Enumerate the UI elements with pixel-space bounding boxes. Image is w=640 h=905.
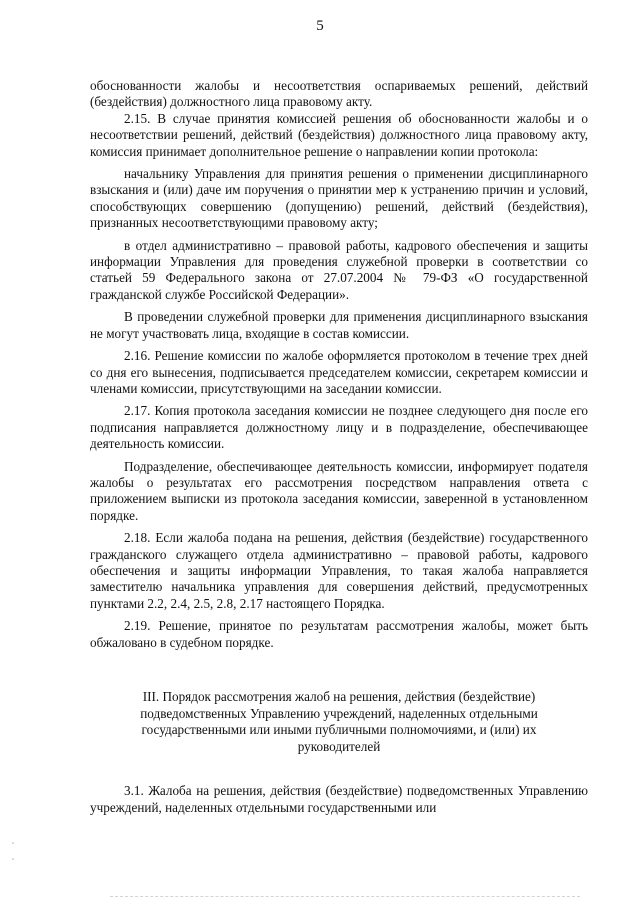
section-heading-line: государственными или иными публичными полномочиями, и (или) их — [141, 722, 537, 738]
paragraph-2-17: 2.17. Копия протокола заседания комиссии не позднее следующего дня после его подписания направляется должностному лицу и в подразделение, обеспечивающее деятельность комиссии. — [90, 403, 588, 452]
paragraph-2-16: 2.16. Решение комиссии по жалобе оформляется протоколом в течение трех дней со дня его вынесения, подписывается председателем комиссии, секретарем комиссии и членами комиссии, присутствующими на заседании комиссии. — [90, 348, 588, 396]
paragraph-2-18: 2.18. Если жалоба подана на решения, действия (бездействие) государственного гражданского служащего отдела административно – правовой работы, кадрового обеспечения и защиты информации Управления, то такая жалоба направляется заместителю начальника управления для совершения действий, предусмотренных пунктами 2.2, 2.4, 2.5, 2.8, 2.17 настоящего Порядка. — [90, 530, 588, 611]
document-body — [90, 78, 588, 816]
section-heading-line: подведомственных Управлению учреждений, наделенных отдельными — [140, 705, 538, 721]
paragraph-continuation: обоснованности жалобы и несоответствия оспариваемых решений, действий (бездействия) должностного лица правовому акту. — [90, 78, 588, 110]
section-heading-line: III. Порядок рассмотрения жалоб на решения, действия (бездействие) — [142, 689, 536, 704]
page-number: 5 — [316, 18, 324, 34]
paragraph-2-19: 2.19. Решение, принятое по результатам рассмотрения жалобы, может быть обжаловано в судебном порядке. — [90, 618, 588, 650]
section-heading-iii — [90, 689, 588, 755]
paragraph-2-15: 2.15. В случае принятия комиссией решения об обоснованности жалобы и о несоответствии решений, действий (бездействия) должностного лица правовому акту, комиссия принимает дополнительное решение о направлении копии протокола: — [90, 110, 588, 159]
paragraph-subdivision-informs: Подразделение, обеспечивающее деятельность комиссии, информирует подателя жалобы о результатах его рассмотрения посредством направления ответа с приложением выписки из протокола заседания комиссии, заверенной в установленном порядке. — [90, 458, 588, 523]
section-heading-line: руководителей — [297, 738, 381, 754]
paragraph-3-1: 3.1. Жалоба на решения, действия (бездействие) подведомственных Управлению учреждений, наделенных отдельными государственными или — [90, 783, 588, 815]
paragraph-list-item-head: начальнику Управления для принятия решения о применении дисциплинарного взыскания и (или) даче им поручения о принятии мер к устранению причин и условий, способствующих совершению (допущению) решений, действий (бездействия), признанных несоответствующими правовому акту; — [90, 166, 588, 231]
paragraph-service-check: В проведении служебной проверки для применения дисциплинарного взыскания не могут участвовать лица, входящие в состав комиссии. — [90, 309, 588, 341]
scan-artifact-line — [110, 896, 580, 897]
paragraph-list-item-department: в отдел административно – правовой работы, кадрового обеспечения и защиты информации Управления для проведения служебной проверки в соответствии со статьей 59 Федерального закона от 27.07.2004 № 79-ФЗ «О государственной гражданской службе Российской Федерации». — [90, 237, 588, 302]
scan-artifact-dot — [12, 842, 14, 844]
scan-artifact-dot — [12, 858, 14, 860]
